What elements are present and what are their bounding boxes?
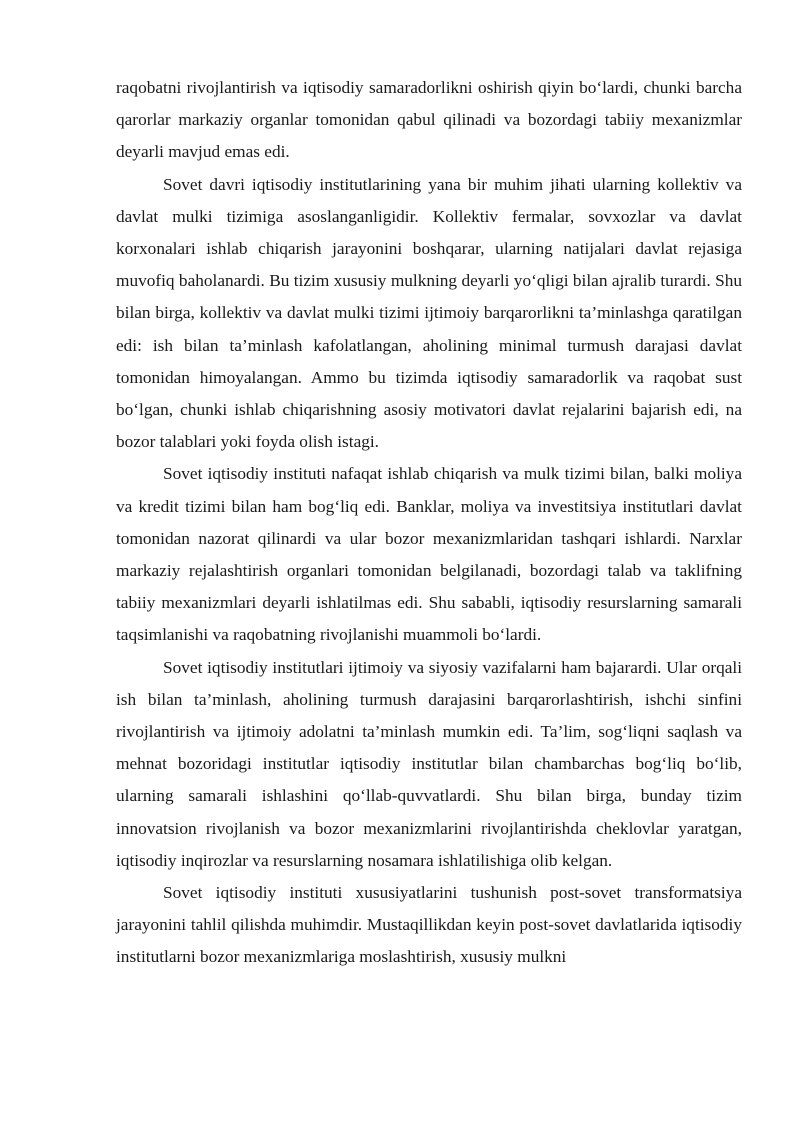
paragraph-continuation: raqobatni rivojlantirish va iqtisodiy samaradorlikni oshirish qiyin bo‘lardi, chunki barcha qarorlar markaziy organlar tomonidan qabul qilinadi va bozordagi tabiiy mexanizmlar deyarli mavjud emas edi. xyxy=(116,78,742,162)
document-body xyxy=(116,72,742,974)
paragraph-finance-credit: Sovet iqtisodiy instituti nafaqat ishlab chiqarish va mulk tizimi bilan, balki moliya va kredit tizimi bilan ham bog‘liq edi. Banklar, moliya va investitsiya institutlari davlat tomonidan nazorat qilinardi va ular bozor mexanizmlaridan tashqari ishlardi. Narxlar markaziy rejalashtirish organlari tomonidan belgilanadi, bozordagi talab va taklifning tabiiy mexanizmlari deyarli ishlatilmas edi. Shu sababli, iqtisodiy resurslarning samarali taqsimlanishi va raqobatning rivojlanishi muammoli bo‘lardi. xyxy=(116,464,742,645)
paragraph-post-soviet: Sovet iqtisodiy instituti xususiyatlarini tushunish post-sovet transformatsiya jarayonini tahlil qilishda muhimdir. Mustaqillikdan keyin post-sovet davlatlarida iqtisodiy institutlarni bozor mexanizmlariga moslashtirish, xususiy mulkni xyxy=(116,883,742,967)
paragraph-social-political: Sovet iqtisodiy institutlari ijtimoiy va siyosiy vazifalarni ham bajarardi. Ular orqali ish bilan ta’minlash, aholining turmush darajasini barqarorlashtirish, ishchi sinfini rivojlantirish va ijtimoiy adolatni ta’minlash mumkin edi. Ta’lim, sog‘liqni saqlash va mehnat bozoridagi institutlar iqtisodiy institutlar bilan chambarchas bog‘liq bo‘lib, ularning samarali ishlashini qo‘llab-quvvatlardi. Shu bilan birga, bunday tizim innovatsion rivojlanish va bozor mexanizmlarini rivojlantirishda cheklovlar yaratgan, iqtisodiy inqirozlar va resurslarning nosamara ishlatilishiga olib kelgan. xyxy=(116,657,742,870)
paragraph-collective-property: Sovet davri iqtisodiy institutlarining yana bir muhim jihati ularning kollektiv va davlat mulki tizimiga asoslanganligidir. Kollektiv fermalar, sovxozlar va davlat korxonalari ishlab chiqarish jarayonini boshqarar, ularning natijalari davlat rejasiga muvofiq baholanardi. Bu tizim xususiy mulkning deyarli yo‘qligi bilan ajralib turardi. Shu bilan birga, kollektiv va davlat mulki tizimi ijtimoiy barqarorlikni ta’minlashga qaratilgan edi: ish bilan ta’minlash kafolatlangan, aholining minimal turmush darajasi davlat tomonidan himoyalangan. Ammo bu tizimda iqtisodiy samaradorlik va raqobat sust bo‘lgan, chunki ishlab chiqarishning asosiy motivatori davlat rejalarini bajarish edi, na bozor talablari yoki foyda olish istagi. xyxy=(116,174,742,452)
